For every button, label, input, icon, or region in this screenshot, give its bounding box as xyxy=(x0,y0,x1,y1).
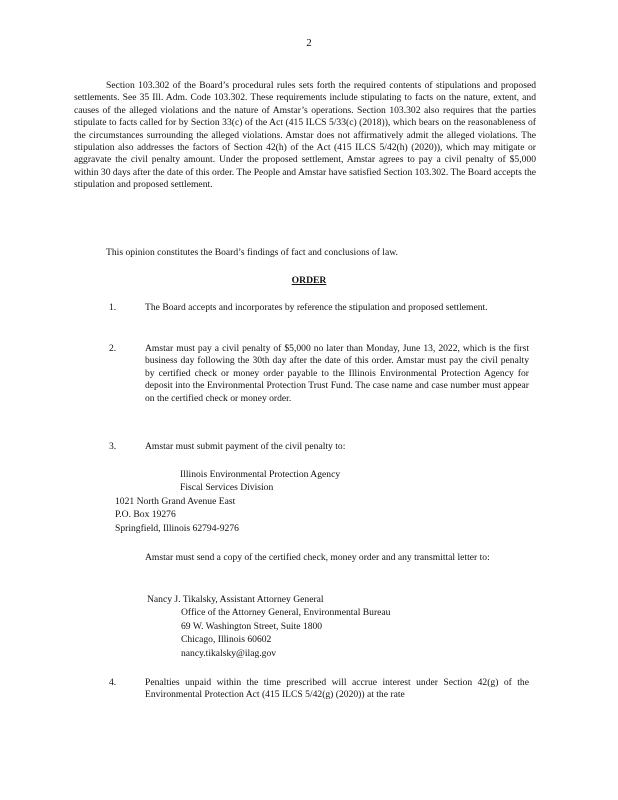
attorney-address-block xyxy=(147,593,390,660)
city-state-zip: Springfield, Illinois 62794-9276 xyxy=(115,522,239,534)
findings-paragraph: This opinion constitutes the Board’s findings of fact and conclusions of law. xyxy=(106,247,398,258)
attorney-email: nancy.tikalsky@ilag.gov xyxy=(181,647,277,659)
item-text: The Board accepts and incorporates by reference the stipulation and proposed settlement. xyxy=(145,302,488,313)
page-number: 2 xyxy=(306,37,312,49)
item-text: Amstar must submit payment of the civil penalty to: xyxy=(145,441,346,452)
payment-address-block xyxy=(115,495,239,535)
item-number: 4. xyxy=(109,677,117,688)
order-item-1 xyxy=(109,302,529,314)
order-item-4 xyxy=(109,677,529,702)
order-item-3 xyxy=(109,441,529,453)
order-heading: ORDER xyxy=(291,275,327,286)
agency-division: Fiscal Services Division xyxy=(180,482,274,494)
attorney-city: Chicago, Illinois 60602 xyxy=(181,634,272,646)
po-box: P.O. Box 19276 xyxy=(115,509,176,521)
attorney-office: Office of the Attorney General, Environmental Bureau xyxy=(181,607,391,619)
street-address: 1021 North Grand Avenue East xyxy=(115,496,236,507)
settlement-paragraph: Section 103.302 of the Board’s procedural rules sets forth the required contents of stipulations and proposed settlements. See 35 Ill. Adm. Code 103.302. These requirements include stipulating to facts on the nature, extent, and causes of the alleged violations and the nature of Amstar’s operations. Section 103.302 also requires that the parties stipulate to facts called for by Section 33(c) of the Act (415 ILCS 5/33(c) (2018)), which bears on the reasonableness of the circumstances surrounding the alleged violations. Amstar does not affirmatively admit the alleged violations. The stipulation also addresses the factors of Section 42(h) of the Act (415 ILCS 5/42(h) (2020)), which may mitigate or aggravate the civil penalty amount. Under the proposed settlement, Amstar agrees to pay a civil penalty of $5,000 within 30 days after the date of this order. The People and Amstar have satisfied Section 103.302. The Board accepts the stipulation and proposed settlement. xyxy=(74,80,536,191)
agency-name: Illinois Environmental Protection Agency xyxy=(180,469,341,480)
order-item-2 xyxy=(109,343,529,405)
attorney-name: Nancy J. Tikalsky, Assistant Attorney General xyxy=(147,594,324,605)
item-number: 3. xyxy=(109,441,117,452)
item-text: Penalties unpaid within the time prescribed will accrue interest under Section 42(g) of the Environmental Protection Act (415 ILCS 5/42(g) (2020)) at the rate xyxy=(145,677,529,701)
transmittal-note: Amstar must send a copy of the certified check, money order and any transmittal letter to: xyxy=(145,552,490,563)
item-number: 2. xyxy=(109,343,117,354)
attorney-street: 69 W. Washington Street, Suite 1800 xyxy=(181,620,323,632)
item-number: 1. xyxy=(109,302,117,313)
item-text: Amstar must pay a civil penalty of $5,000 no later than Monday, June 13, 2022, which is the first business day following the 30th day after the date of this order. Amstar must pay the civil penalty by certified check or money order payable to the Illinois Environmental Protection Agency for deposit into the Environmental Protection Trust Fund. The case name and case number must appear on the certified check or money order. xyxy=(145,343,529,404)
payment-agency-block xyxy=(180,468,340,495)
